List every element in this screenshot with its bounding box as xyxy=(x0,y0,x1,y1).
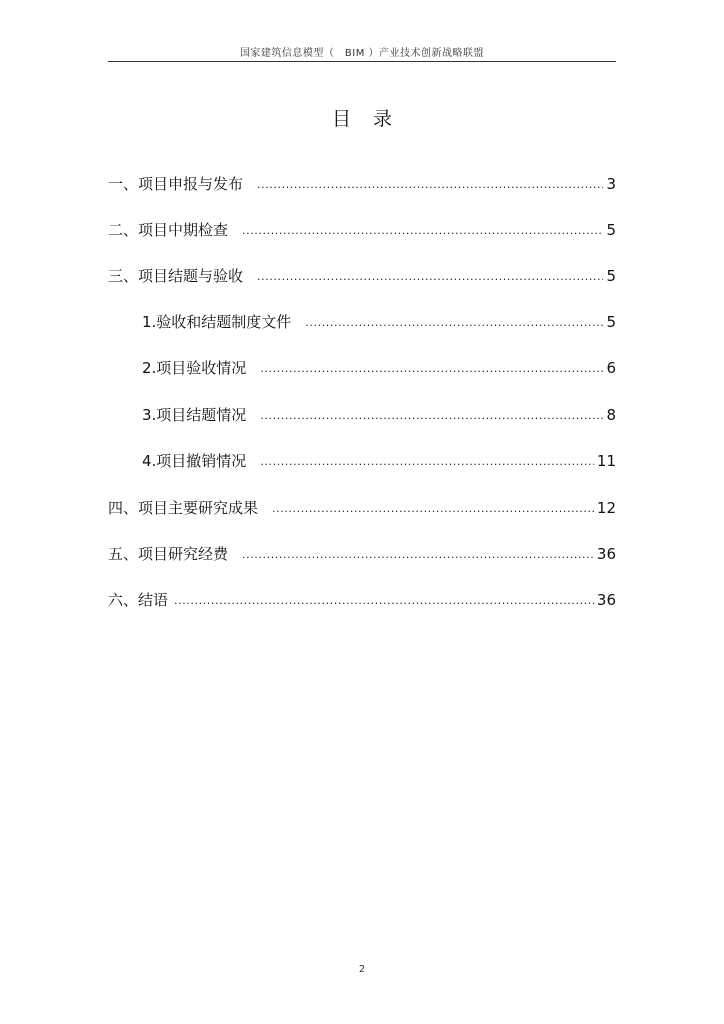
toc-entry[interactable] xyxy=(108,266,616,286)
toc-dot-leader xyxy=(260,455,594,469)
toc-entry-label: 二、项目中期检查 xyxy=(108,221,229,239)
toc-entry-page: 6 xyxy=(606,359,616,377)
toc-entry-label: 六、结语 xyxy=(108,591,169,609)
toc-dot-leader xyxy=(272,502,594,516)
toc-entry[interactable] xyxy=(108,498,616,518)
toc-entry[interactable] xyxy=(142,451,616,471)
toc-dot-leader xyxy=(242,224,603,238)
toc-entry-page: 5 xyxy=(606,221,616,239)
toc-entry[interactable] xyxy=(142,358,616,378)
toc-entry-page: 8 xyxy=(606,406,616,424)
toc-entry-label: 三、项目结题与验收 xyxy=(108,267,244,285)
toc-entry-page: 5 xyxy=(606,267,616,285)
toc-dot-leader xyxy=(260,409,603,423)
toc-entry-page: 3 xyxy=(606,175,616,193)
page-number: 2 xyxy=(358,964,366,975)
toc-entry-page: 12 xyxy=(596,499,616,517)
toc-entry-page: 36 xyxy=(596,545,616,563)
toc-entry-label: 一、项目申报与发布 xyxy=(108,175,244,193)
toc-entry-label: 2.项目验收情况 xyxy=(142,359,247,377)
toc-entry-label: 五、项目研究经费 xyxy=(108,545,229,563)
toc-dot-leader xyxy=(305,316,603,330)
toc-dot-leader xyxy=(257,270,603,284)
toc-entry[interactable] xyxy=(108,174,616,194)
toc-entry[interactable] xyxy=(108,544,616,564)
toc-entry-page: 36 xyxy=(596,591,616,609)
toc-entry[interactable] xyxy=(108,220,616,240)
toc-entry-label: 1.验收和结题制度文件 xyxy=(142,313,292,331)
toc-dot-leader xyxy=(242,548,594,562)
toc-entry[interactable] xyxy=(142,405,616,425)
toc-entry-label: 3.项目结题情况 xyxy=(142,406,247,424)
page-header: 国家建筑信息模型（ BIM ）产业技术创新战略联盟 xyxy=(239,48,485,59)
toc-entry-page: 11 xyxy=(596,452,616,470)
toc-entry[interactable] xyxy=(142,312,616,332)
toc-entry[interactable] xyxy=(108,590,616,610)
toc-entry-page: 5 xyxy=(606,313,616,331)
toc-entry-label: 四、项目主要研究成果 xyxy=(108,499,259,517)
toc-dot-leader xyxy=(257,178,603,192)
toc-entry-label: 4.项目撤销情况 xyxy=(142,452,247,470)
toc-dot-leader xyxy=(174,594,594,608)
toc-dot-leader xyxy=(260,362,603,376)
toc-title: 目录 xyxy=(331,108,414,130)
